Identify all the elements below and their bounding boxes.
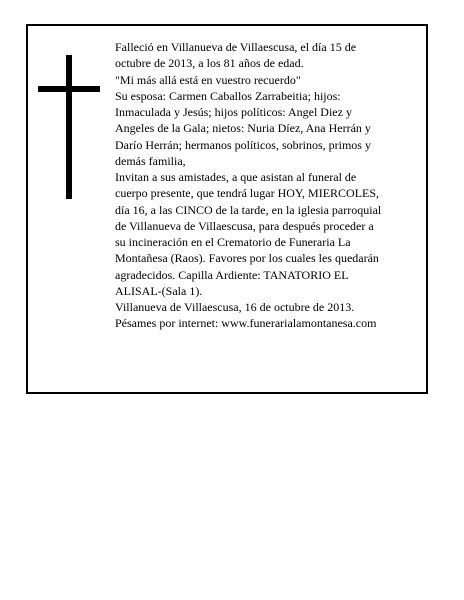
memorial-quote: "Mi más allá está en vuestro recuerdo": [115, 72, 301, 87]
funeral-invitation-line: Montañesa (Raos). Favores por los cuales les quedarán: [115, 251, 379, 266]
obituary-notice: [26, 24, 428, 394]
family-line: demás familia,: [115, 153, 186, 168]
cross-vertical-bar: [66, 55, 72, 199]
funeral-invitation-line: su incineración en el Crematorio de Funeraria La: [115, 235, 351, 249]
funeral-invitation-line: ALISAL-(Sala 1).: [115, 283, 203, 298]
cross-horizontal-bar: [38, 86, 100, 92]
death-announcement-line: Falleció en Villanueva de Villaescusa, el día 15 de: [115, 40, 357, 54]
obituary-text: [115, 39, 420, 332]
funeral-invitation-line: agradecidos. Capilla Ardiente: TANATORIO EL: [115, 267, 349, 282]
family-line: Darío Herrán; hermanos políticos, sobrinos, primos y: [115, 137, 371, 152]
funeral-invitation-line: Invitan a sus amistades, a que asistan al funeral de: [115, 170, 357, 184]
funeral-invitation-line: cuerpo presente, que tendrá lugar HOY, MIERCOLES,: [115, 186, 380, 201]
latin-cross-icon: [38, 55, 100, 199]
funeral-invitation-line: día 16, a las CINCO de la tarde, en la iglesia parroquial: [115, 202, 382, 217]
family-line: Su esposa: Carmen Caballos Zarrabeitia; hijos:: [115, 88, 341, 103]
family-line: Inmaculada y Jesús; hijos políticos: Angel Diez y: [115, 105, 352, 119]
family-line: Angeles de la Gala; nietos: Nuria Díez, Ana Herrán y: [115, 121, 371, 136]
funeral-invitation-line: de Villanueva de Villaescusa, para después proceder a: [115, 218, 374, 233]
condolences-line: Pésames por internet: www.funerarialamontanesa.com: [115, 316, 377, 331]
place-date-line: Villanueva de Villaescusa, 16 de octubre de 2013.: [115, 300, 355, 314]
death-date-age-line: octubre de 2013, a los 81 años de edad.: [115, 56, 304, 71]
